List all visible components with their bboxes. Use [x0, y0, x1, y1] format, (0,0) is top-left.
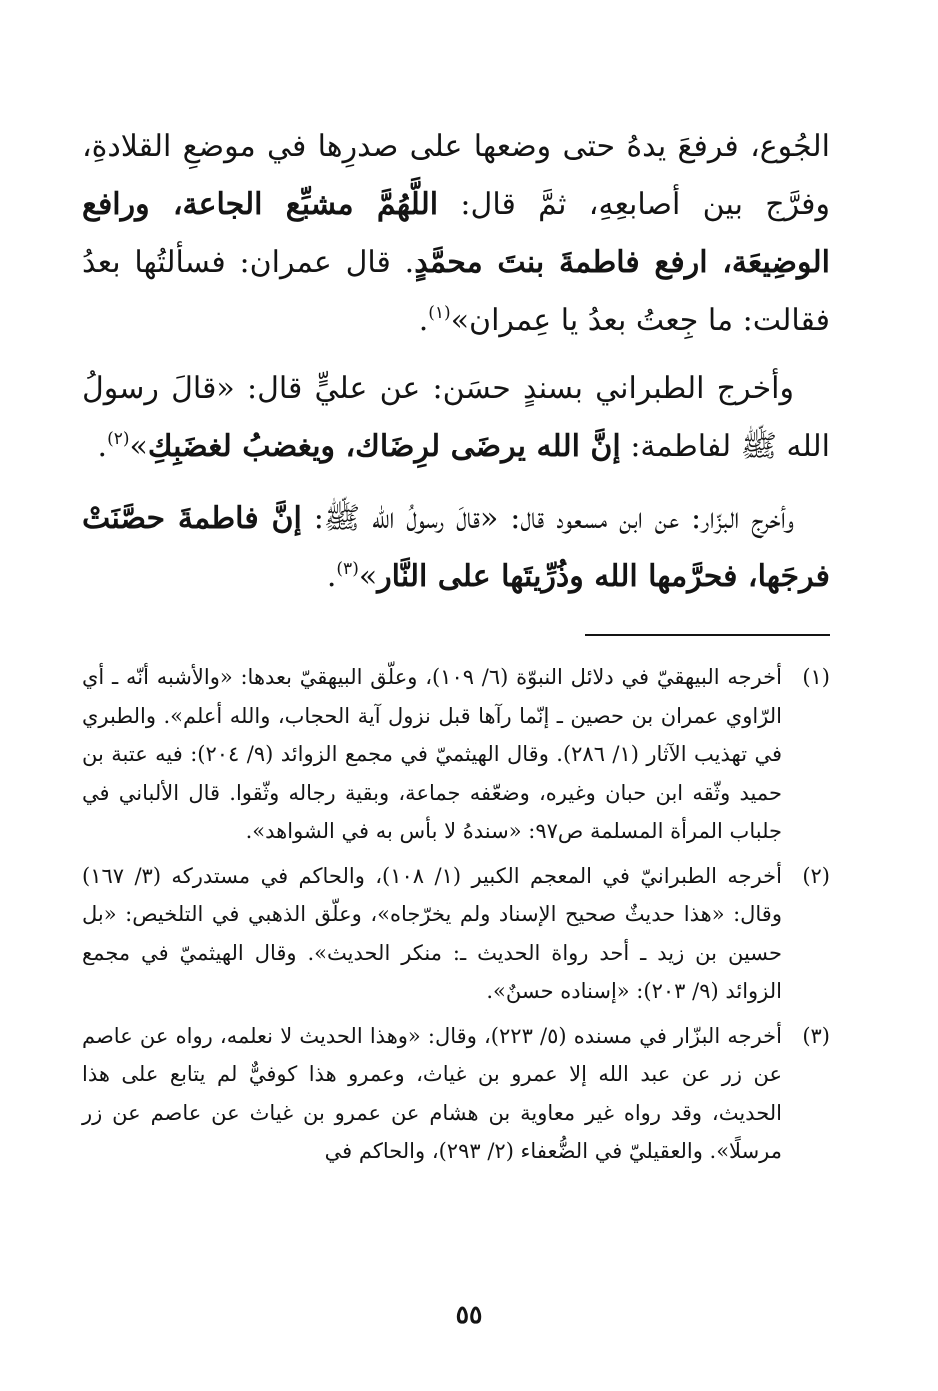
footnote-ref-3[interactable]: (٣) — [336, 559, 359, 579]
paragraph-2-text-a: وأخرج الطبراني بسندٍ حسَن: عن عليٍّ قال: «قالَ رسولُ الله ﷺ لفاطمة: — [82, 371, 830, 464]
footnote-text: أخرجه الطبرانيّ في المعجم الكبير (١/ ١٠٨)، والحاكم في مستدركه (٣/ ١٦٧) وقال: «هذا حديثٌ صحيح الإسناد ولم يخرّجاه»، وعلّق الذهبي في التلخيص: «بل حسين بن زيد ـ أحد رواة الحديث ـ: منكر الحديث». وقال الهيثميّ في مجمع الزوائد (٩/ ٢٠٣): «إسناده حسنٌ». — [82, 863, 782, 1003]
paragraph-2-text-b: » — [129, 429, 148, 464]
footnote-number: (٣) — [802, 1023, 830, 1048]
paragraph-3-end: . — [326, 559, 337, 594]
footnote-3 — [82, 1017, 830, 1171]
footnote-text: أخرجه البيهقيّ في دلائل النبوّة (٦/ ١٠٩)، وعلّق البيهقيّ بعدها: «والأشبه أنّه ـ أي الرّاوي عمران بن حصين ـ إنّما رآها قبل نزول آية الحجاب، والله أعلم». والطبري في تهذيب الآثار (١/ ٢٨٦). وقال الهيثميّ في مجمع الزوائد (٩/ ٢٠٤): فيه عتبة بن حميد وثّقه ابن حبان وغيره، وضعّفه جماعة، وبقية رجاله وثّقوا. قال الألباني في جلباب المرأة المسلمة ص٩٧: «سندهُ لا بأس به في الشواهد». — [82, 665, 782, 843]
footnote-separator — [585, 634, 830, 636]
paragraph-2-end: . — [97, 429, 108, 464]
paragraph-3-text-b: » — [358, 559, 378, 594]
main-text — [82, 118, 830, 606]
footnotes — [82, 658, 830, 1171]
paragraph-1-bold: اللَّهُمَّ مشبِّع الجاعة، ورافع الوضِيعَة، ارفع فاطمةَ بنتَ محمَّدٍ — [82, 187, 830, 280]
footnote-ref-2[interactable]: (٢) — [107, 429, 130, 449]
paragraph-1 — [82, 118, 830, 350]
paragraph-3-bold: إنَّ فاطمةَ حصَّنَتْ فرجَها، فحرَّمها الله وذُرِّيتَها على النَّار — [82, 501, 830, 594]
footnote-number: (١) — [802, 665, 830, 689]
footnote-2 — [82, 857, 830, 1011]
page-number: ٥٥ — [455, 1300, 483, 1329]
paragraph-2-bold: إنَّ الله يرضَى لرِضَاك، ويغضبُ لغضَبِكِ — [147, 429, 621, 464]
footnote-number: (٢) — [802, 863, 830, 888]
paragraph-1-end: . — [418, 303, 429, 338]
footnote-1 — [82, 658, 830, 851]
paragraph-3 — [82, 490, 830, 606]
paragraph-3-text-a: وأخرج البزّار: عن ابن مسعود قال: «قالَ رسولُ الله ﷺ: — [301, 501, 794, 536]
paragraph-2 — [82, 360, 830, 476]
paragraph-1-text-b: . قال عمران: فسألتُها بعدُ فقالت: ما جِعتُ بعدُ يا عِمران» — [82, 245, 830, 338]
paragraph-1-text-a: الجُوع، فرفعَ يدهُ حتى وضعها على صدرِها في موضعِ القلادةِ، وفرَّج بين أصابعِهِ، ثمَّ قال: — [82, 129, 831, 222]
footnote-ref-1[interactable]: (١) — [428, 303, 451, 323]
footnote-text: أخرجه البزّار في مسنده (٥/ ٢٢٣)، وقال: «وهذا الحديث لا نعلمه، رواه عن عاصم عن زر عن عبد الله إلا عمرو بن غياث، وعمرو هذا كوفيٌّ لم يتابع على هذا الحديث، وقد رواه غير معاوية بن هشام عن عمرو بن غياث عن عاصم عن زر مرسلًا». والعقيليّ في الضُّعفاء (٢/ ٢٩٣)، والحاكم في — [82, 1023, 782, 1163]
